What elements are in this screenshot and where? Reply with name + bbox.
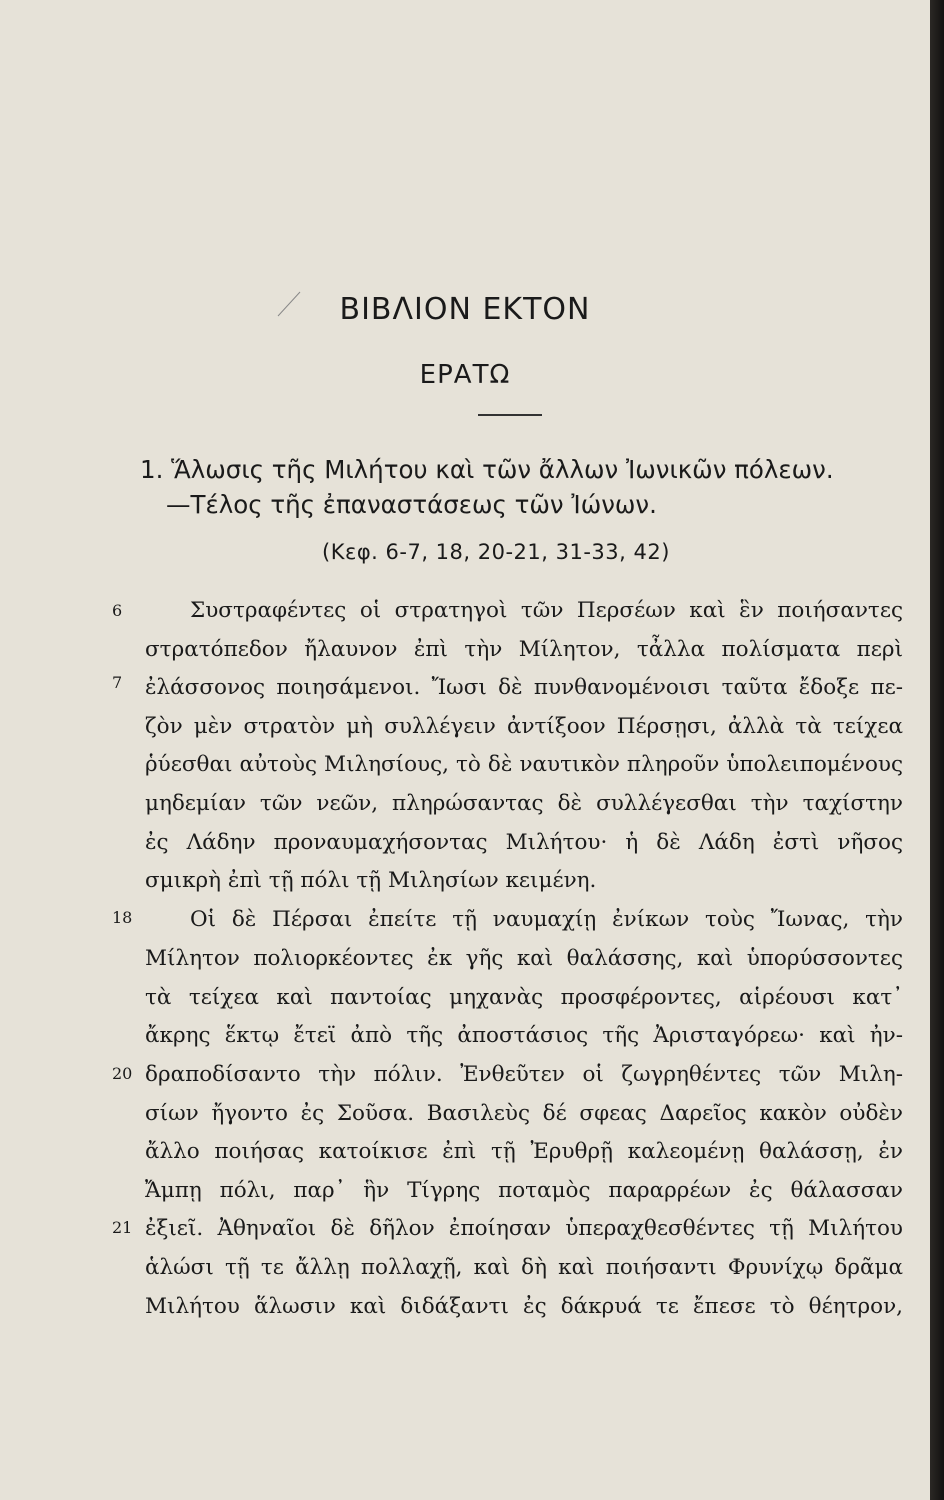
- text-line: σίων ἤγοντο ἐς Σοῦσα. Βασιλεὺς δέ σφεας Δαρεῖος κακὸν οὐδὲν: [145, 1101, 903, 1126]
- text-line: ἁλώσι τῇ τε ἄλλῃ πολλαχῇ, καὶ δὴ καὶ ποιήσαντι Φρυνίχῳ δρᾶμα: [145, 1255, 903, 1280]
- chapter-number: 20: [112, 1064, 133, 1083]
- chapter-number: 6: [112, 601, 123, 620]
- text-line: τὰ τείχεα καὶ παντοίας μηχανὰς προσφέροντες, αἱρέουσι κατ᾿: [145, 985, 903, 1010]
- text-line: ἄλλο ποιήσας κατοίκισε ἐπὶ τῇ Ἐρυθρῇ καλεομένῃ θαλάσσῃ, ἐν: [145, 1139, 903, 1164]
- text-line: Συστραφέντες οἱ στρατηγοὶ τῶν Περσέων καὶ ἓν ποιήσαντες: [190, 598, 903, 623]
- section-heading-line-1: 1. Ἅλωσις τῆς Μιλήτου καὶ τῶν ἄλλων Ἰωνικῶν πόλεων.: [140, 455, 834, 484]
- page-edge: [930, 0, 944, 1500]
- text-line: Μίλητον πολιορκέοντες ἐκ γῆς καὶ θαλάσσης, καὶ ὑπορύσσοντες: [145, 946, 903, 971]
- text-line: Ἄμπῃ πόλι, παρ᾿ ἣν Τίγρης ποταμὸς παραρρέων ἐς θάλασσαν: [145, 1178, 903, 1203]
- section-heading-line-2: —Τέλος τῆς ἐπαναστάσεως τῶν Ἰώνων.: [166, 490, 657, 519]
- text-line: ἐξιεῖ. Ἀθηναῖοι δὲ δῆλον ἐποίησαν ὑπεραχθεσθέντες τῇ Μιλήτου: [145, 1216, 903, 1241]
- text-line: σμικρὴ ἐπὶ τῇ πόλι τῇ Μιλησίων κειμένη.: [145, 868, 597, 893]
- text-line: στρατόπεδον ἤλαυνον ἐπὶ τὴν Μίλητον, τἆλλα πολίσματα περὶ: [145, 637, 903, 662]
- chapter-number: 21: [112, 1218, 133, 1237]
- title-divider: [478, 414, 542, 416]
- chapter-reference: (Κεφ. 6-7, 18, 20-21, 31-33, 42): [322, 540, 670, 564]
- text-line: ῥύεσθαι αὐτοὺς Μιλησίους, τὸ δὲ ναυτικὸν πληροῦν ὑπολειπομένους: [145, 752, 903, 777]
- book-subtitle: ΕΡΑΤΩ: [419, 360, 511, 390]
- text-line: μηδεμίαν τῶν νεῶν, πληρώσαντας δὲ συλλέγεσθαι τὴν ταχίστην: [145, 791, 903, 816]
- chapter-number: 18: [112, 908, 133, 927]
- text-line: ἄκρης ἕκτῳ ἔτεϊ ἀπὸ τῆς ἀποστάσιος τῆς Ἀρισταγόρεω· καὶ ἠν-: [145, 1023, 903, 1048]
- text-line: ἐς Λάδην προναυμαχήσοντας Μιλήτου· ἡ δὲ Λάδη ἐστὶ νῆσος: [145, 830, 903, 855]
- text-line: Μιλήτου ἅλωσιν καὶ διδάξαντι ἐς δάκρυά τε ἔπεσε τὸ θέητρον,: [145, 1294, 903, 1319]
- chapter-number: 7: [112, 673, 123, 692]
- book-title: ΒΙΒΛΙΟΝ ΕΚΤΟΝ: [339, 292, 591, 327]
- text-line: Οἱ δὲ Πέρσαι ἐπείτε τῇ ναυμαχίῃ ἐνίκων τοὺς Ἴωνας, τὴν: [190, 907, 903, 932]
- text-line: ζὸν μὲν στρατὸν μὴ συλλέγειν ἀντίξοον Πέρσῃσι, ἀλλὰ τὰ τείχεα: [145, 714, 903, 739]
- text-line: δραποδίσαντο τὴν πόλιν. Ἐνθεῦτεν οἱ ζωγρηθέντες τῶν Μιλη-: [145, 1062, 903, 1087]
- text-line: ἐλάσσονος ποιησάμενοι. Ἴωσι δὲ πυνθανομένοισι ταῦτα ἔδοξε πε-: [145, 675, 903, 700]
